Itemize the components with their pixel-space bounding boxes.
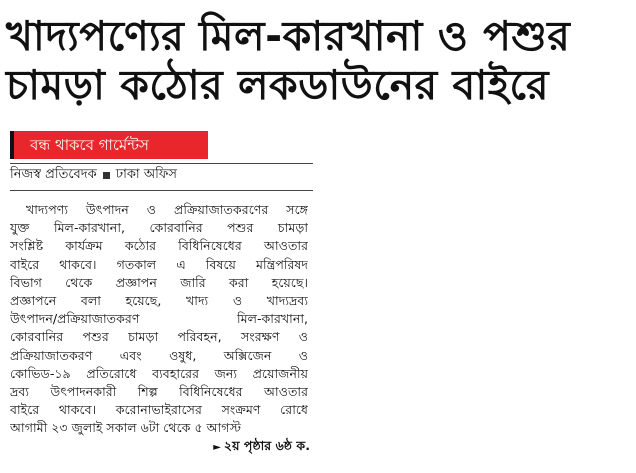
byline [10,166,177,184]
body-line: প্রজ্ঞাপনে বলা হয়েছে, খাদ্য ও খাদ্যদ্রব্য [10,292,308,308]
body-line: বাইরে থাকবে। করোনাভাইরাসের সংক্রমণ রোধে [10,402,308,418]
bottom-divider [10,190,313,191]
body-line: বিভাগ থেকে প্রজ্ঞাপন জারি করা হয়েছে। [10,274,308,290]
continuation-note [213,437,310,457]
body-line: উৎপাদন/প্রক্রিয়াজাতকরণ মিল-কারখানা, [10,311,308,327]
body-line: যুক্ত মিল-কারখানা, কোরবানির পশুর চামড়া [10,220,308,236]
continuation-text: ২য় পৃষ্ঠার ৬ষ্ঠ ক. [223,438,310,453]
body-line: কোভিড-১৯ প্রতিরোধে ব্যবহারের জন্য প্রয়োজনীয় [10,365,308,381]
byline-reporter: নিজস্ব প্রতিবেদক [10,167,97,182]
triangle-pointer-icon: ► [213,442,221,453]
article-body [10,201,308,437]
body-line: বাইরে থাকবে। গতকাল এ বিষয়ে মন্ত্রিপরিষদ [10,256,308,272]
headline-line-1: খাদ্যপণ্যের মিল-কারখানা ও পশুর [6,12,571,60]
body-line: কোরবানির পশুর চামড়া পরিবহন, সংরক্ষণ ও [10,329,308,345]
byline-office: ঢাকা অফিস [115,167,177,182]
square-bullet-icon [103,172,110,179]
top-divider [10,163,313,164]
body-line: দ্রব্য উৎপাদনকারী শিল্প বিধিনিষেধের আওতার [10,383,308,399]
body-line: আগামী ২৩ জুলাই সকাল ৬টা থেকে ৫ আগস্ট [10,420,241,436]
body-line: প্রক্রিয়াজাতকরণ এবং ওষুধ, অক্সিজেন ও [10,347,308,363]
subhead-banner [10,131,208,159]
body-line: খাদ্যপণ্য উৎপাদন ও প্রক্রিয়াজাতকরণের সঙ্গে [26,202,308,217]
headline [6,12,626,110]
body-line: সংশ্লিষ্ট কার্যক্রম কঠোর বিধিনিষেধের আওতার [10,238,308,254]
headline-line-2: চামড়া কঠোর লকডাউনের বাইরে [6,61,550,109]
subhead-label: বন্ধ থাকবে গার্মেন্টস [30,136,149,154]
